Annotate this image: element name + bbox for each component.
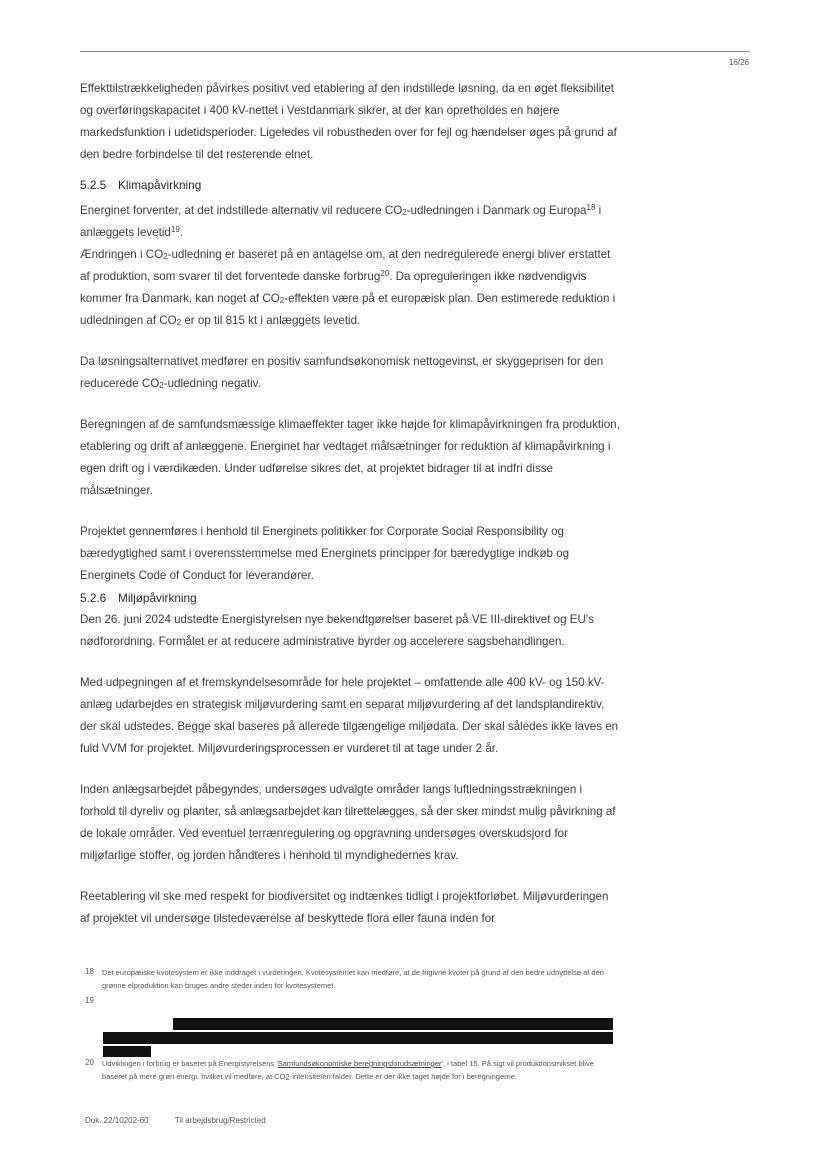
paragraph-shadow-price: Da løsningsalternativet medfører en positiv samfundsøkonomisk nettogevinst, er skyggeprisen for den reducerede $CO_2$-udledning negativ. [80,355,604,390]
footnote-ref-20: 20 [380,269,390,278]
paragraph-designation: Med udpegningen af et fremskyndelsesområde for hele projektet – omfattende alle 400 kV- og 150 kV-anlæg udarbejdes en strategisk miljøvurdering samt en separat miljøvurdering af det landsplandirektiv, der skal udstedes. Begge skal baseres på allerede tilgængelige miljødata. Der skal således ikke laves en fuld VVM for projektet. Miljøvurderingsprocessen er vurderet til at tage under 2 år. [80,676,619,755]
footnote-20: 20 Udviklingen i forbrug er baseret på Energistyrelsens 'Samfundsøkonomiske beregningsforudsætninger', i tabel 15. På sigt vil produktionsmikset blive baseret på mere grøn energi, hvilket vil medføre, at $CO_2$-intensiteten falder. Dette er der ikke taget højde for i beregningerne. [85,1058,594,1082]
paragraph-construction: Inden anlægsarbejdet påbegyndes, undersøges udvalgte områder langs luftledningsstrækningen i forhold til dyreliv og planter, så anlægsarbejdet kan tilrettelægges, så der sker mindst mulig påvirkning af de lokale områder. Ved eventuel terrænregulering og opgravning undersøges overskudsjord for miljøfarlige stoffer, og jorden håndteres i henhold til myndighedernes krav. [80,783,616,862]
paragraph-reestablishment: Reetablering vil ske med respekt for biodiversitet og indtænkes tidligt i projektforløbet. Miljøvurderingen af projektet vil undersøge tilstedeværelse af beskyttede flora eller fauna inden for [80,890,609,925]
redaction-bar [103,1046,151,1057]
redaction-bar [103,1032,613,1044]
paragraph-co2-change: Ændringen i $CO_2$-udledning er baseret på en antagelse om, at den nedregulerede energi bliver erstattet af produktion, som svarer til det forventede danske forbrug$^{20}$. Da opreguleringen ikke nødvendigvis kommer fra Danmark, kan noget af $CO_2$-effekten være på et europæisk plan. Den estimerede reduktion i udledningen af $CO_2$ er op til 815 kt i anlæggets levetid. [80,248,616,327]
paragraph-csr: Projektet gennemføres i henhold til Energinets politikker for Corporate Social Responsibility og bæredygtighed samt i overensstemmelse med Energinets principper for bæredygtige indkøb og Energinets Code of Conduct for leverandører. [80,525,570,582]
section-heading-5-2-6: 5.2.6 Miljøpåvirkning [80,591,197,605]
paragraph-climate-effects: Beregningen af de samfundsmæssige klimaeffekter tager ikke højde for klimapåvirkningen fra produktion, etablering og drift af anlæggene. Energinet har vedtaget målsætninger for reduktion af klimapåvirkning i egen drift og i værdikæden. Under udførelse sikres det, at projektet bidrager til at indfri disse målsætninger. [80,418,620,497]
section-heading-5-2-5: 5.2.5 Klimapåvirkning [80,178,202,192]
beregningsforudsaetninger-link[interactable]: Samfundsøkonomiske beregningsforudsætninger [277,1059,442,1068]
footnote-ref-18: 18 [586,203,596,212]
classification-label: Til arbejdsbrug/Restricted [174,1116,266,1125]
document-number: Dok. 22/10202-60 [85,1116,149,1125]
paragraph-ve-directive: Den 26. juni 2024 udstedte Energistyrelsen nye bekendtgørelser baseret på VE III-direktivet og EU's nødforordning. Formålet er at reducere administrative byrder og accelerere sagsbehandlingen. [80,613,594,648]
redaction-bar [173,1018,613,1030]
page-footer [85,1116,266,1125]
page-number: 16/26 [728,58,749,67]
paragraph-effekt: Effekttilstrækkeligheden påvirkes positivt ved etablering af den indstillede løsning, da en øget fleksibilitet og overføringskapacitet i 400 kV-nettet i Vestdanmark sikrer, at der kan opretholdes en højere markedsfunktion i udetidsperioder. Ligeledes vil robustheden over for fejl og hændelser øges på grund af den bedre forbindelse til det resterende elnet. [80,82,617,161]
footnote-19: 19 [85,996,94,1005]
paragraph-klima-intro: Energinet forventer, at det indstillede alternativ vil reducere $CO_2$-udledningen i Danmark og Europa$^{18}$ i anlæggets levetid$^{19}$. [80,203,602,239]
header-rule [80,51,750,52]
footnote-ref-19: 19 [170,225,180,234]
footnote-18: 18 Det europæiske kvotesystem er ikke inddraget i vurderingen. Kvotesystemet kan medføre, at de frigivne kvoter på grund af den bedre udnyttelse af den grønne elproduktion kan bruges andre steder inden for kvotesystemet. [85,967,604,990]
body-text [80,78,620,930]
